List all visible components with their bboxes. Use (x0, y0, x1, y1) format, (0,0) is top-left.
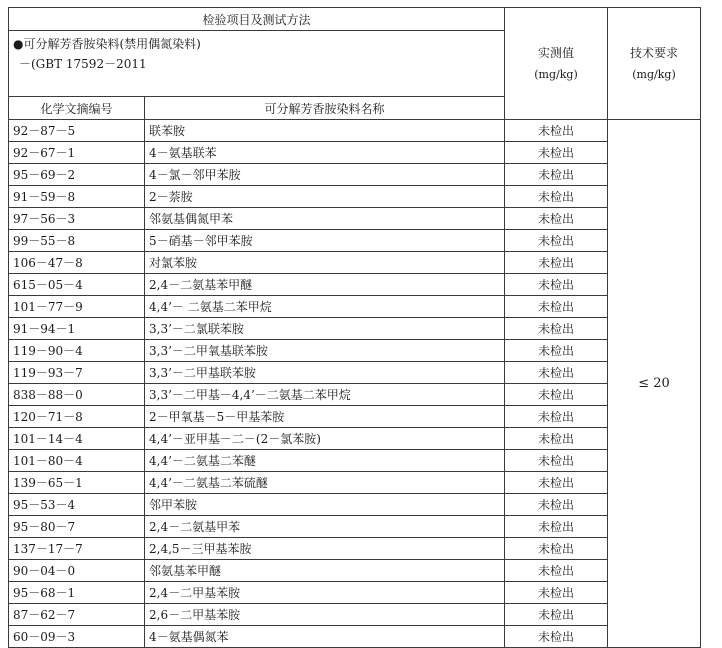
cas-number-cell: 92－67－1 (9, 142, 145, 164)
cas-number-cell: 99－55－8 (9, 230, 145, 252)
measured-value-cell: 未检出 (505, 538, 608, 560)
cas-number-cell: 119－93－7 (9, 362, 145, 384)
measured-value-unit: (mg/kg) (534, 67, 578, 81)
measured-value-cell: 未检出 (505, 604, 608, 626)
table-row (9, 450, 701, 472)
dye-name-cell: 4－氯－邻甲苯胺 (145, 164, 505, 186)
measured-value-cell: 未检出 (505, 296, 608, 318)
dye-name-cell: 4,4’－二氨基二苯醚 (145, 450, 505, 472)
table-row (9, 626, 701, 648)
table-row (9, 516, 701, 538)
requirement-header (608, 8, 701, 120)
cas-number-cell: 87－62－7 (9, 604, 145, 626)
dye-name-cell: 4,4’－ 二氨基二苯甲烷 (145, 296, 505, 318)
dye-name-cell: 4,4’－亚甲基－二－(2－氯苯胺) (145, 428, 505, 450)
cas-number-cell: 615－05－4 (9, 274, 145, 296)
cas-number-cell: 139－65－1 (9, 472, 145, 494)
test-items-title: 检验项目及测试方法 (9, 8, 505, 31)
cas-number-cell: 91－59－8 (9, 186, 145, 208)
test-category: ●可分解芳香胺染料(禁用偶氮染料) (13, 37, 201, 51)
table-row (9, 384, 701, 406)
table-row (9, 560, 701, 582)
table-row (9, 142, 701, 164)
table-row (9, 164, 701, 186)
table-row (9, 406, 701, 428)
table-row (9, 428, 701, 450)
table-row (9, 340, 701, 362)
cas-number-cell: 101－14－4 (9, 428, 145, 450)
dye-name-cell: 3,3’－二氯联苯胺 (145, 318, 505, 340)
table-row (9, 538, 701, 560)
dye-name-cell: 联苯胺 (145, 120, 505, 142)
table-row (9, 120, 701, 142)
table-row (9, 604, 701, 626)
measured-value-cell: 未检出 (505, 428, 608, 450)
measured-value-cell: 未检出 (505, 384, 608, 406)
cas-number-cell: 101－80－4 (9, 450, 145, 472)
cas-number-cell: 120－71－8 (9, 406, 145, 428)
measured-value-cell: 未检出 (505, 230, 608, 252)
cas-column-header: 化学文摘编号 (9, 97, 145, 120)
cas-number-cell: 91－94－1 (9, 318, 145, 340)
table-row (9, 208, 701, 230)
measured-value-cell: 未检出 (505, 120, 608, 142)
dye-name-cell: 对氯苯胺 (145, 252, 505, 274)
measured-value-cell: 未检出 (505, 516, 608, 538)
dye-name-cell: 2,4－二氨基甲苯 (145, 516, 505, 538)
table-row (9, 252, 701, 274)
table-row (9, 230, 701, 252)
cas-number-cell: 119－90－4 (9, 340, 145, 362)
dye-name-cell: 2－甲氧基－5－甲基苯胺 (145, 406, 505, 428)
aromatic-amine-test-table (8, 7, 701, 648)
cas-number-cell: 101－77－9 (9, 296, 145, 318)
measured-value-label: 实测值 (537, 45, 574, 60)
table-row (9, 582, 701, 604)
measured-value-cell: 未检出 (505, 252, 608, 274)
cas-number-cell: 97－56－3 (9, 208, 145, 230)
test-standard: －(GBT 17592－2011 (19, 57, 147, 71)
measured-value-cell: 未检出 (505, 274, 608, 296)
measured-value-cell: 未检出 (505, 472, 608, 494)
cas-number-cell: 838－88－0 (9, 384, 145, 406)
requirement-value-cell: ≤ 20 (608, 120, 701, 648)
cas-number-cell: 92－87－5 (9, 120, 145, 142)
report-table-container (8, 7, 701, 648)
dye-name-cell: 4－氨基偶氮苯 (145, 626, 505, 648)
measured-value-cell: 未检出 (505, 560, 608, 582)
cas-number-cell: 106－47－8 (9, 252, 145, 274)
measured-value-header (505, 8, 608, 120)
table-row (9, 362, 701, 384)
dye-name-cell: 2,4－二甲基苯胺 (145, 582, 505, 604)
table-row (9, 296, 701, 318)
table-row (9, 318, 701, 340)
test-category-cell (9, 31, 505, 97)
cas-number-cell: 95－69－2 (9, 164, 145, 186)
dye-name-cell: 5－硝基－邻甲苯胺 (145, 230, 505, 252)
measured-value-cell: 未检出 (505, 362, 608, 384)
measured-value-cell: 未检出 (505, 626, 608, 648)
cas-number-cell: 95－53－4 (9, 494, 145, 516)
measured-value-cell: 未检出 (505, 340, 608, 362)
dye-name-cell: 2,6－二甲基苯胺 (145, 604, 505, 626)
dye-name-cell: 2,4－二氨基苯甲醚 (145, 274, 505, 296)
cas-number-cell: 137－17－7 (9, 538, 145, 560)
dye-name-cell: 2－萘胺 (145, 186, 505, 208)
table-row (9, 186, 701, 208)
table-row (9, 274, 701, 296)
measured-value-cell: 未检出 (505, 186, 608, 208)
dye-name-cell: 3,3’－二甲基联苯胺 (145, 362, 505, 384)
dye-name-cell: 邻氨基苯甲醚 (145, 560, 505, 582)
measured-value-cell: 未检出 (505, 142, 608, 164)
dye-name-cell: 3,3’－二甲氧基联苯胺 (145, 340, 505, 362)
measured-value-cell: 未检出 (505, 450, 608, 472)
dye-name-cell: 3,3’－二甲基－4,4’－二氨基二苯甲烷 (145, 384, 505, 406)
measured-value-cell: 未检出 (505, 208, 608, 230)
table-row (9, 494, 701, 516)
measured-value-cell: 未检出 (505, 582, 608, 604)
dye-name-cell: 邻甲苯胺 (145, 494, 505, 516)
measured-value-cell: 未检出 (505, 164, 608, 186)
name-column-header: 可分解芳香胺染料名称 (145, 97, 505, 120)
measured-value-cell: 未检出 (505, 318, 608, 340)
cas-number-cell: 90－04－0 (9, 560, 145, 582)
measured-value-cell: 未检出 (505, 494, 608, 516)
measured-value-cell: 未检出 (505, 406, 608, 428)
dye-name-cell: 4－氨基联苯 (145, 142, 505, 164)
requirement-unit: (mg/kg) (632, 67, 676, 81)
cas-number-cell: 95－80－7 (9, 516, 145, 538)
cas-number-cell: 60－09－3 (9, 626, 145, 648)
cas-number-cell: 95－68－1 (9, 582, 145, 604)
dye-name-cell: 邻氨基偶氮甲苯 (145, 208, 505, 230)
requirement-label: 技术要求 (629, 45, 678, 60)
dye-name-cell: 2,4,5－三甲基苯胺 (145, 538, 505, 560)
dye-name-cell: 4,4’－二氨基二苯硫醚 (145, 472, 505, 494)
table-row (9, 472, 701, 494)
